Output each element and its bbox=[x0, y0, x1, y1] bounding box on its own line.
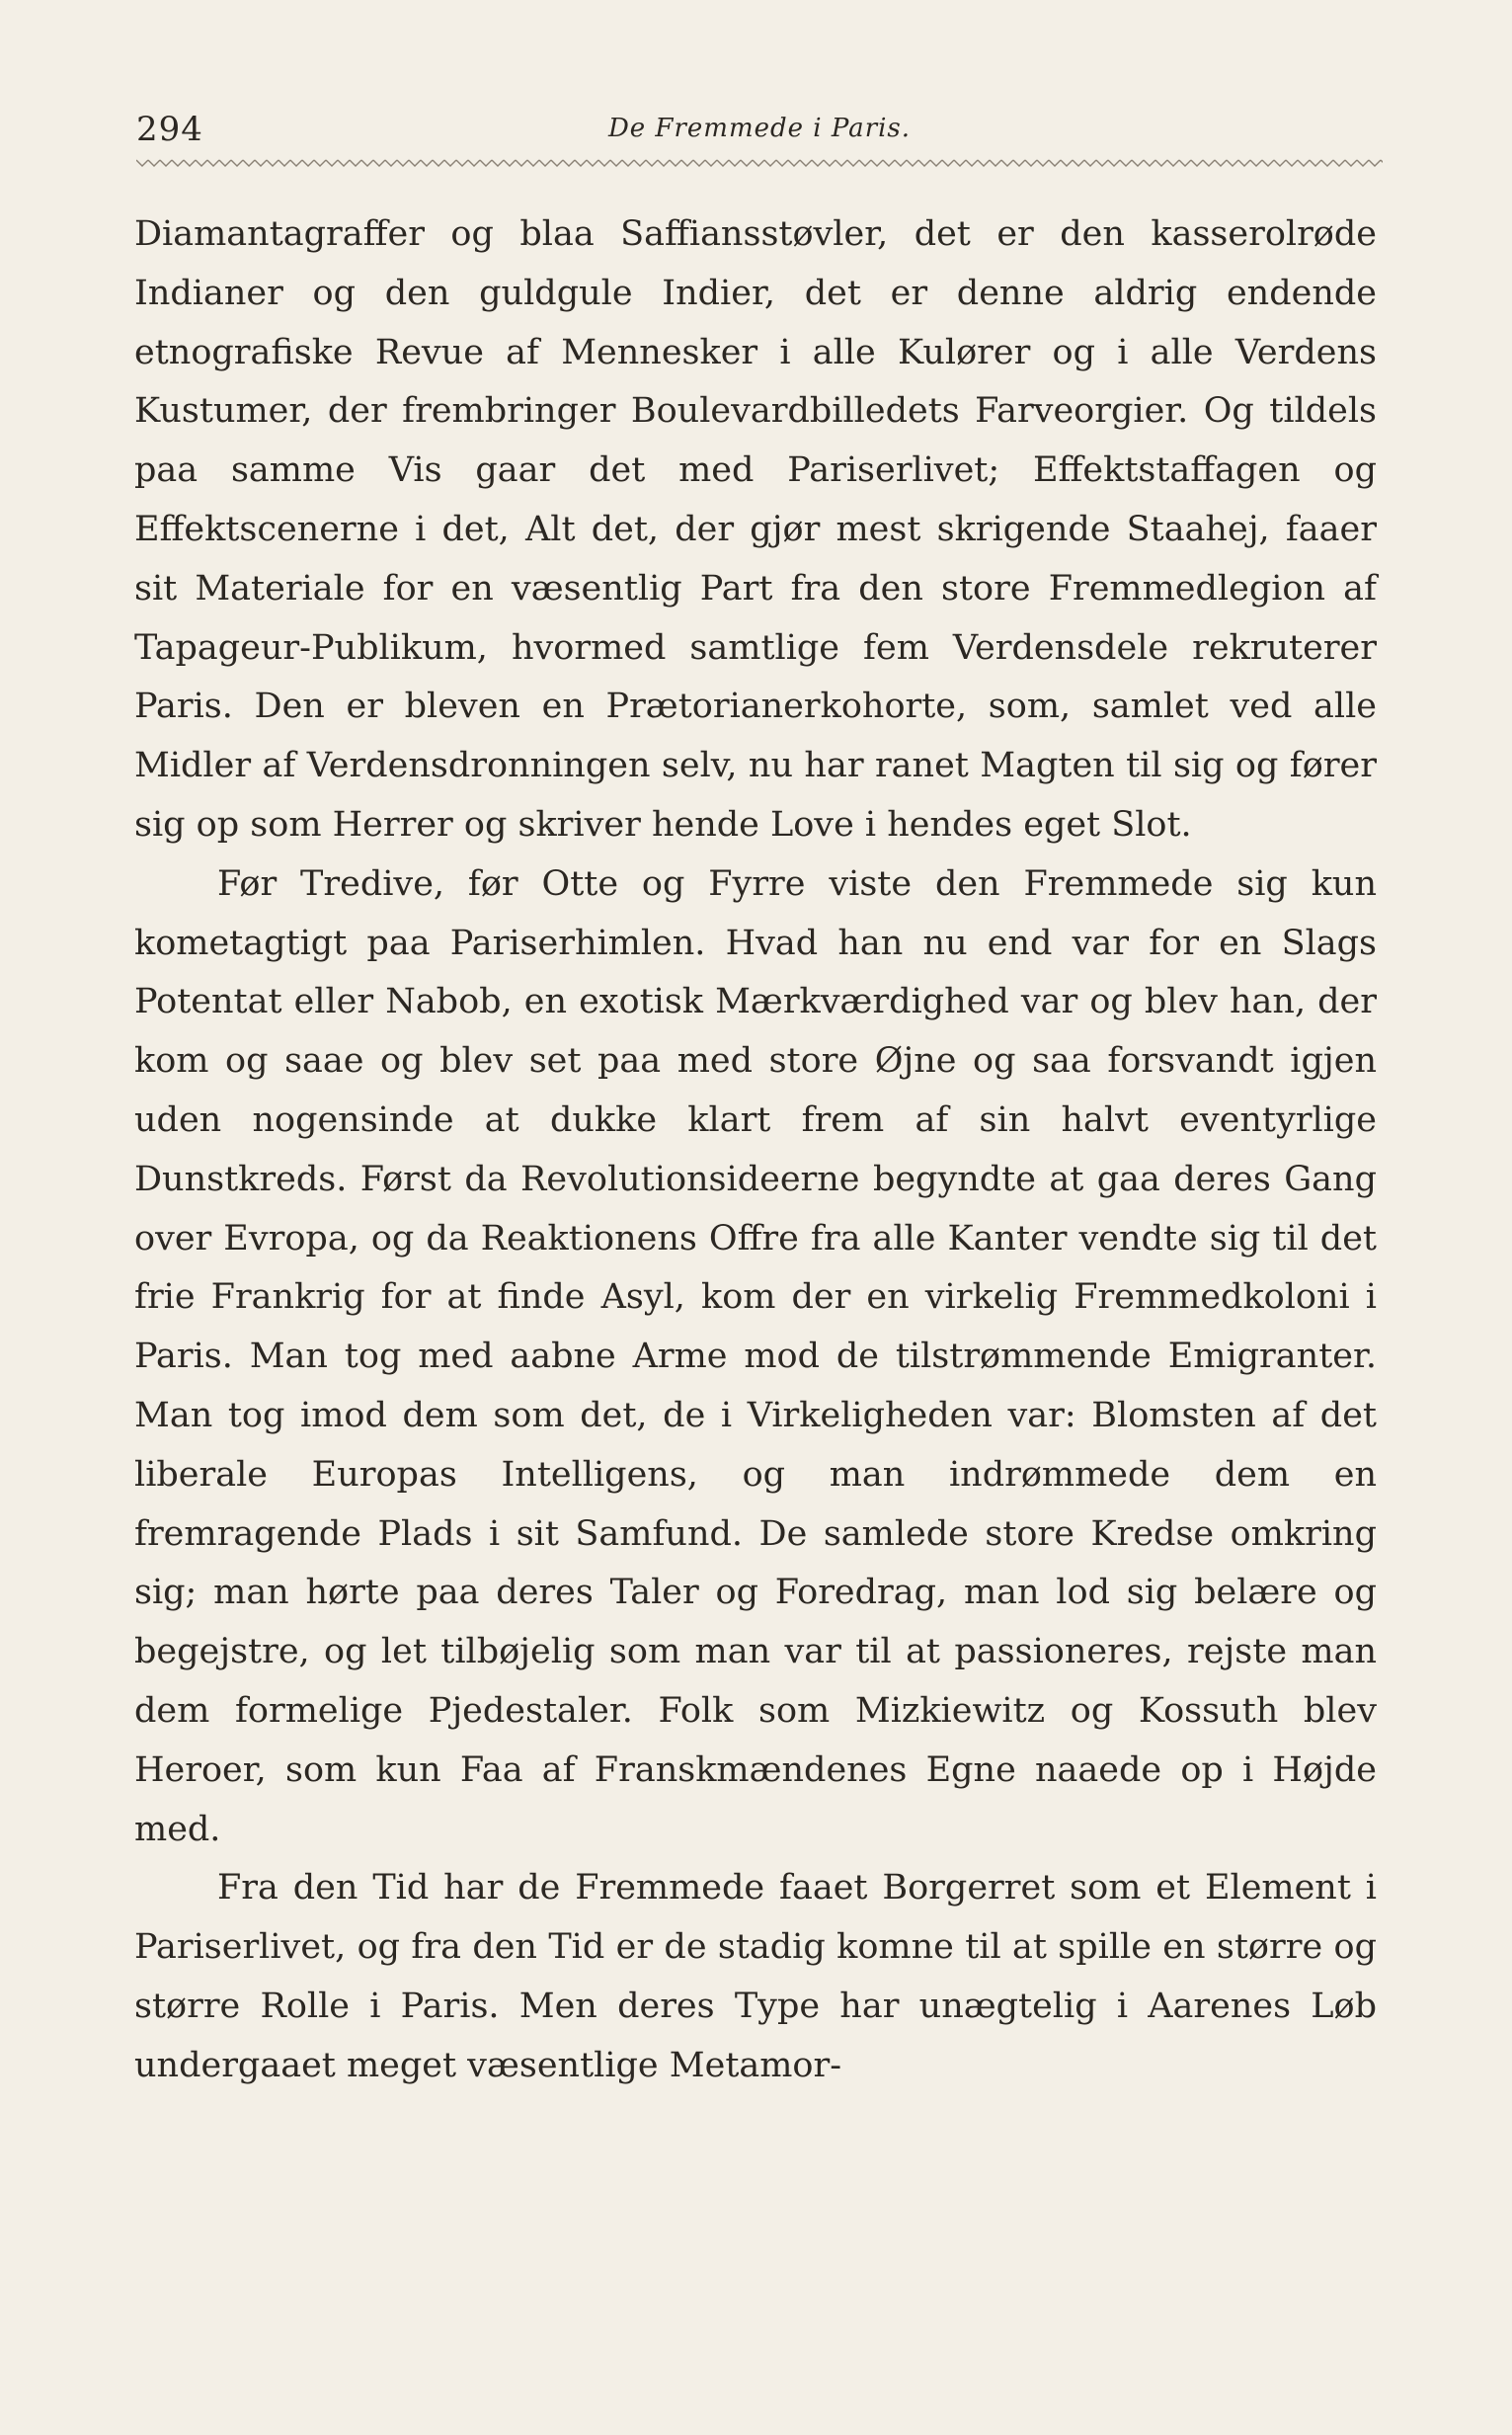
body-text bbox=[134, 205, 1377, 2096]
running-title: De Fremmede i Paris. bbox=[607, 114, 912, 143]
page-number: 294 bbox=[136, 110, 203, 149]
paragraph: Diamantagraffer og blaa Saffiansstøvler, det er den kasserolrøde Indianer og den guldgule Indier, det er denne aldrig endende etnografiske Revue af Mennesker i alle Kulører og i alle Verdens Kustumer, der frembringer Boulevardbilledets Farveorgier. Og tildels paa samme Vis gaar det med Pariserlivet; Effektstaffagen og Effektscenerne i det, Alt det, der gjør mest skrigende Staahej, faaer sit Materiale for en væsentlig Part fra den store Fremmedlegion af Tapageur-Publikum, hvormed samtlige fem Verdensdele rekruterer Paris. Den er bleven en Prætorianerkohorte, som, samlet ved alle Midler af Verdensdronningen selv, nu har ranet Magten til sig og fører sig op som Herrer og skriver hende Love i hendes eget Slot. bbox=[134, 214, 1377, 845]
paragraph: Fra den Tid har de Fremmede faaet Borgerret som et Element i Pariserlivet, og fra den Tid er de stadig komne til at spille en større og større Rolle i Paris. Men deres Type har unægtelig i Aarenes Løb undergaaet meget væsentlige Metamor- bbox=[134, 1868, 1377, 2085]
paragraph: Før Tredive, før Otte og Fyrre viste den Fremmede sig kun kometagtigt paa Pariserhimlen. Hvad han nu end var for en Slags Potentat eller Nabob, en exotisk Mærkværdighed var og blev han, der kom og saae og blev set paa med store Øjne og saa forsvandt igjen uden nogensinde at dukke klart frem af sin halvt eventyrlige Dunstkreds. Først da Revolutionsideerne begyndte at gaa deres Gang over Evropa, og da Reaktionens Offre fra alle Kanter vendte sig til det frie Frankrig for at finde Asyl, kom der en virkelig Fremmedkoloni i Paris. Man tog med aabne Arme mod de tilstrømmende Emigranter. Man tog imod dem som det, de i Virkeligheden var: Blomsten af det liberale Europas Intelligens, og man indrømmede dem en fremragende Plads i sit Samfund. De samlede store Kredse omkring sig; man hørte paa deres Taler og Foredrag, man lod sig belære og begejstre, og let tilbøjelig som man var til at passioneres, rejste man dem formelige Pjedestaler. Folk som Mizkiewitz og Kossuth blev Heroer, som kun Faa af Franskmændenes Egne naaede op i Højde med. bbox=[134, 863, 1377, 1849]
header-ornament-rule bbox=[136, 156, 1383, 170]
page-header bbox=[136, 107, 1383, 156]
